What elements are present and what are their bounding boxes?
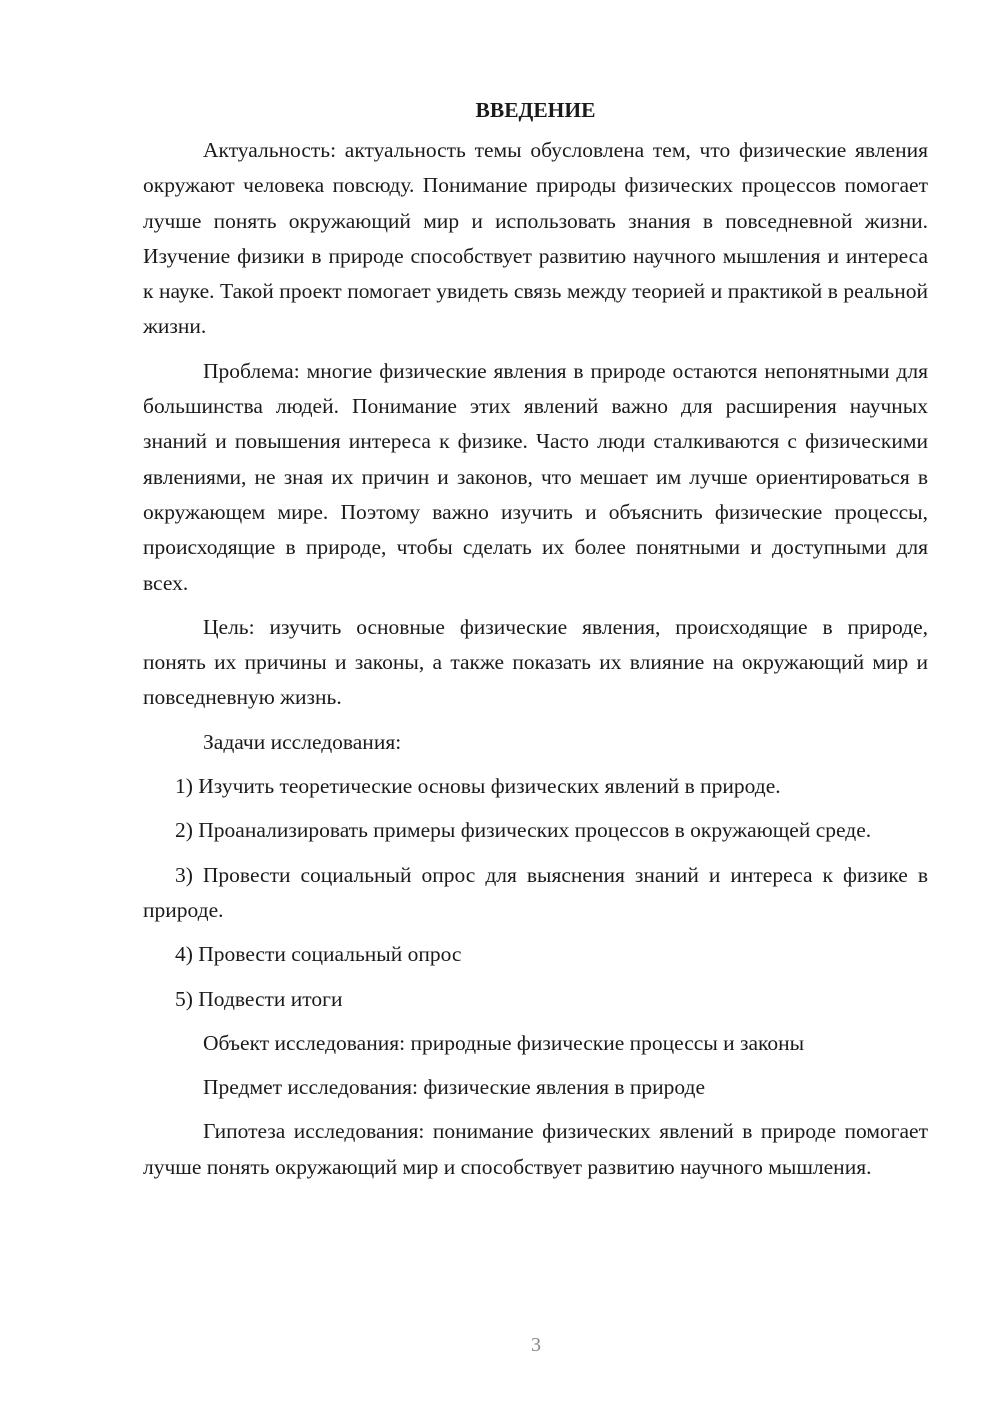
goal-paragraph: Цель: изучить основные физические явления, происходящие в природе, понять их причины и законы, а также показать их влияние на окружающий мир и повседневную жизнь. xyxy=(143,614,928,710)
page-title: ВВЕДЕНИЕ xyxy=(475,98,596,122)
page-number: 3 xyxy=(531,1334,541,1356)
research-object: Объект исследования: природные физические процессы и законы xyxy=(203,1030,805,1055)
task-item-4: 4) Провести социальный опрос xyxy=(175,942,462,967)
task-item-5: 5) Подвести итоги xyxy=(175,986,343,1011)
problem-paragraph: Проблема: многие физические явления в природе остаются непонятными для большинства людей. Понимание этих явлений важно для расширения научных знаний и повышения интереса к физике. Часто люди сталкиваются с физическими явлениями, не зная их причин и законов, что мешает им лучше ориентироваться в окружающем мире. Поэтому важно изучить и объяснить физические процессы, происходящие в природе, чтобы сделать их более понятными и доступными для всех. xyxy=(143,358,928,595)
task-item-3: 3) Провести социальный опрос для выяснения знаний и интереса к физике в природе. xyxy=(143,862,928,922)
tasks-heading: Задачи исследования: xyxy=(203,729,402,754)
relevance-paragraph: Актуальность: актуальность темы обусловлена тем, что физические явления окружают человека повсюду. Понимание природы физических процессов помогает лучше понять окружающий мир и использовать знания в повседневной жизни. Изучение физики в природе способствует развитию научного мышления и интереса к науке. Такой проект помогает увидеть связь между теорией и практикой в реальной жизни. xyxy=(143,138,928,339)
research-hypothesis: Гипотеза исследования: понимание физических явлений в природе помогает лучше понять окружающий мир и способствует развитию научного мышления. xyxy=(143,1119,928,1179)
research-subject: Предмет исследования: физические явления в природе xyxy=(203,1075,706,1100)
task-item-2: 2) Проанализировать примеры физических процессов в окружающей среде. xyxy=(175,818,872,843)
page-content xyxy=(143,96,928,1194)
task-item-1: 1) Изучить теоретические основы физических явлений в природе. xyxy=(175,774,781,799)
